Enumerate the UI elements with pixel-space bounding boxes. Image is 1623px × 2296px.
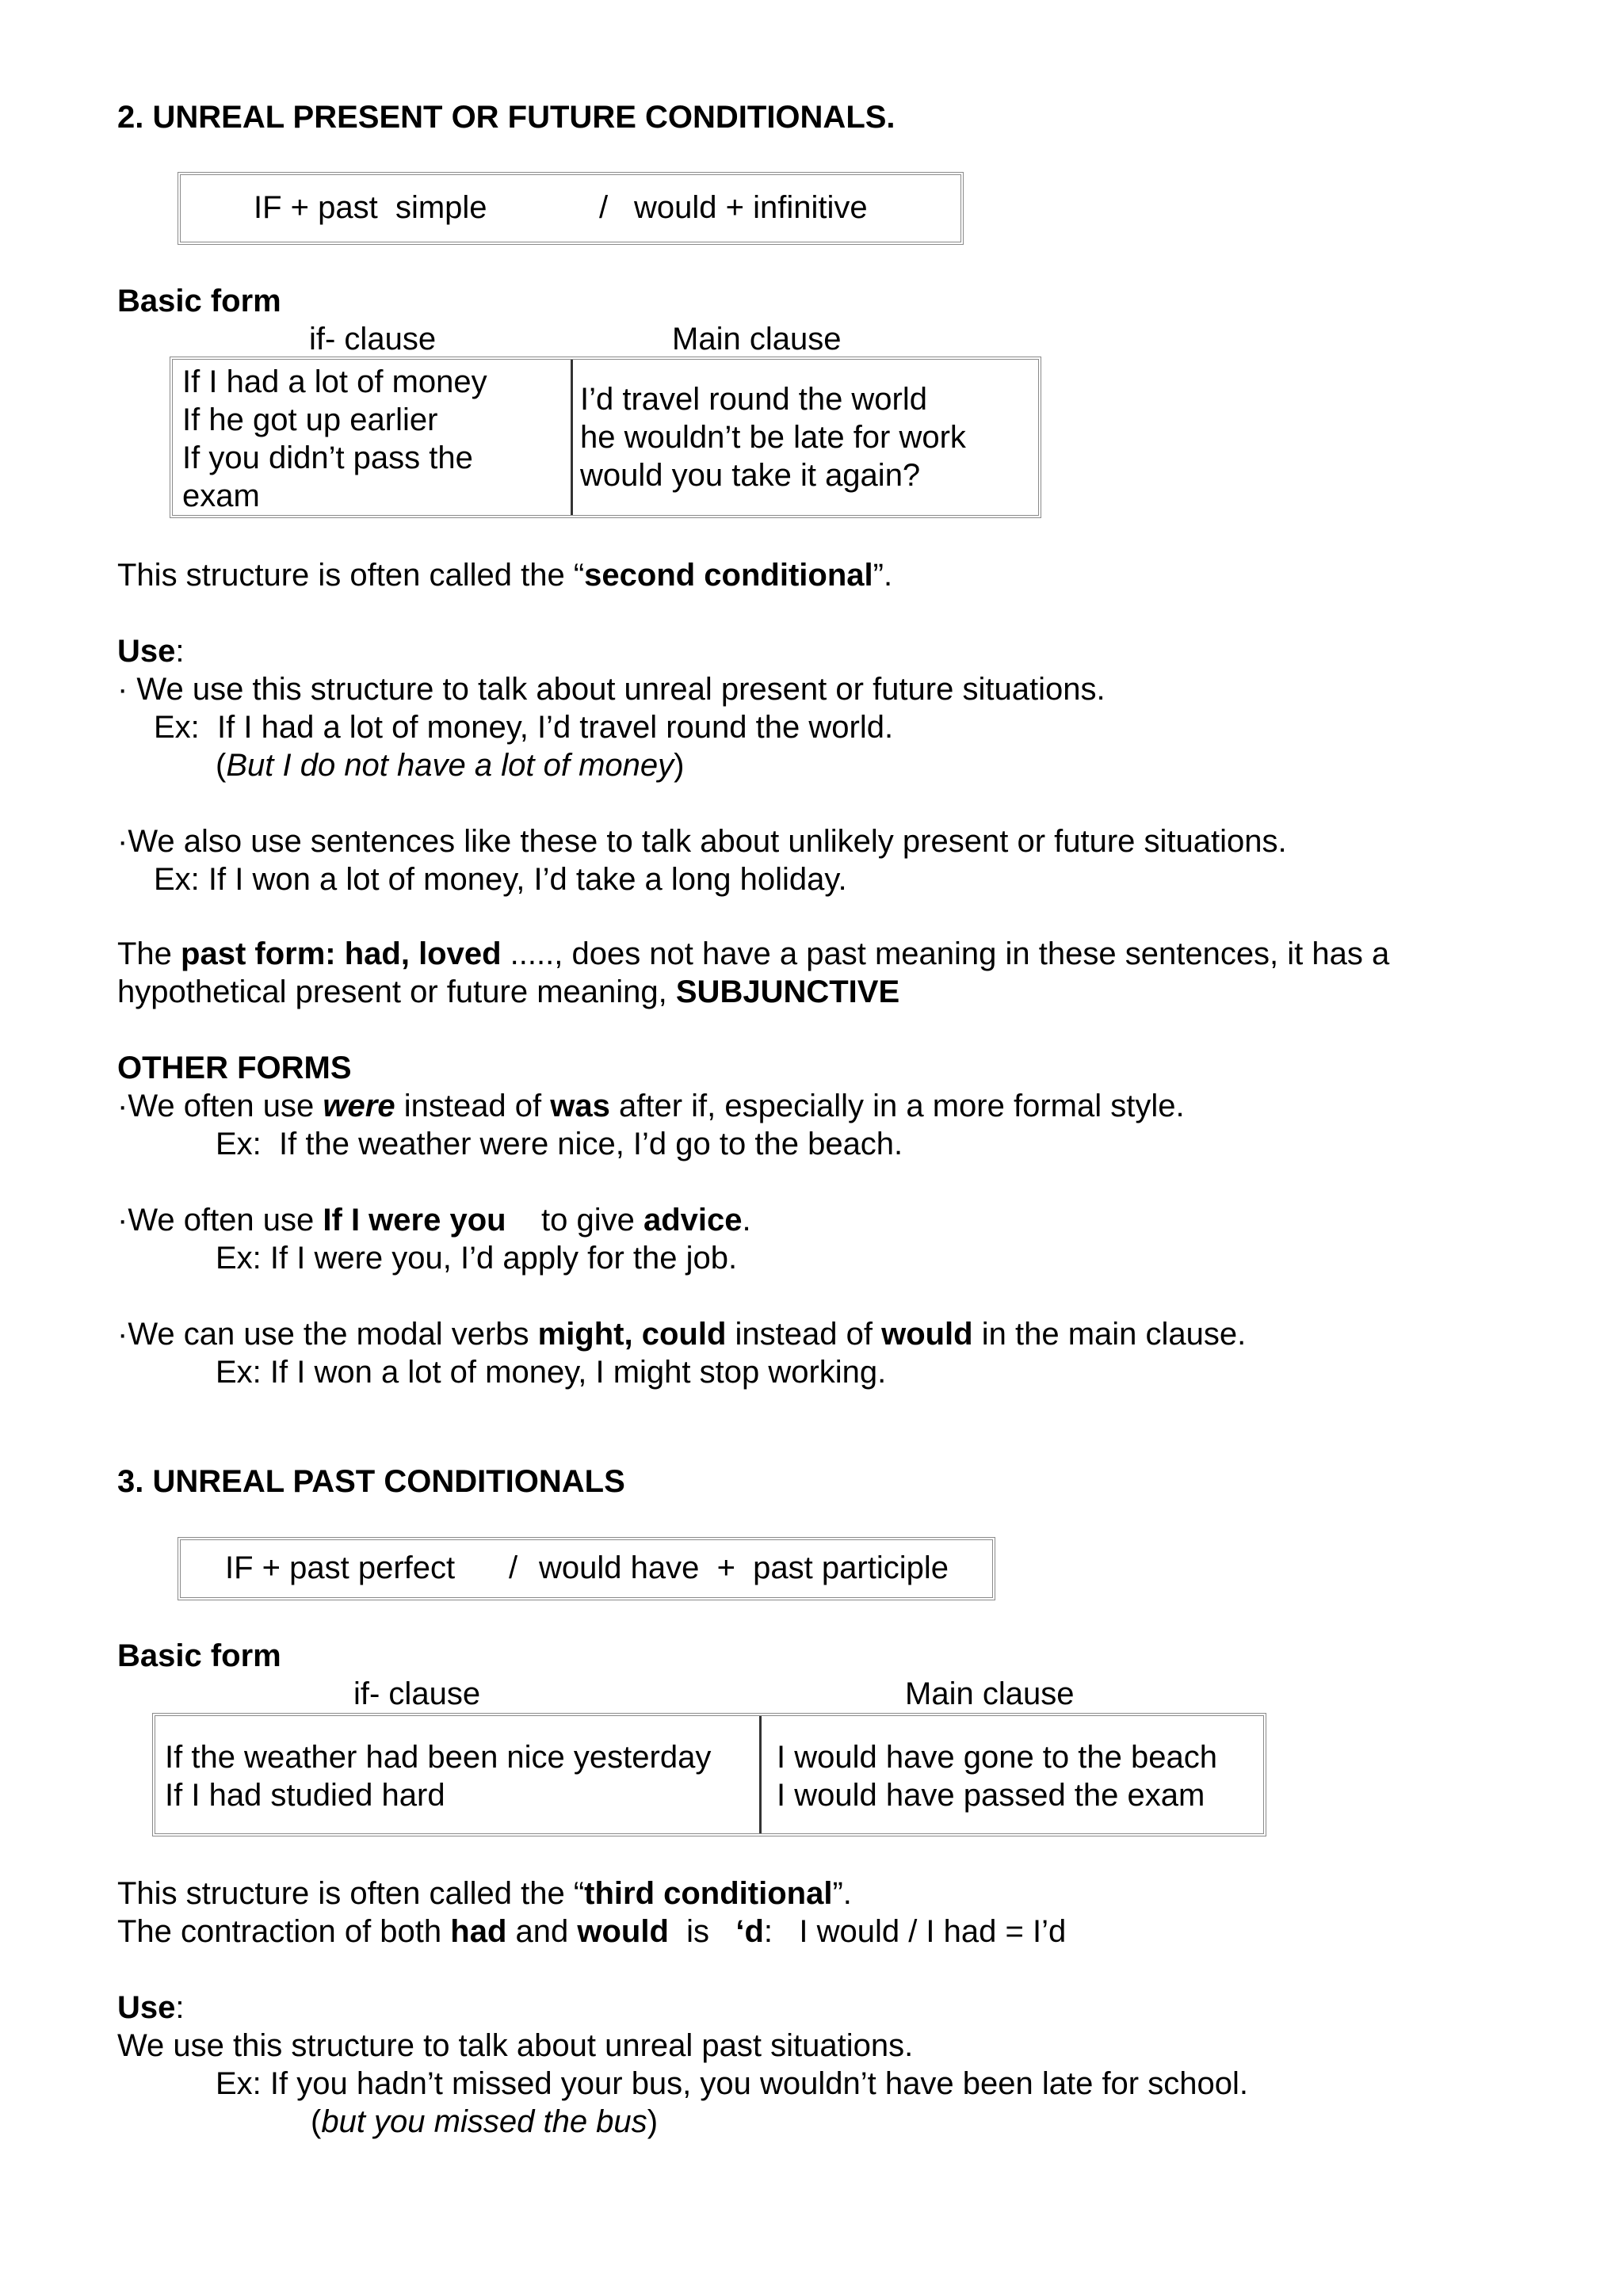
basic-form-label: Basic form [117, 284, 281, 318]
note-text: This structure is often called the “ [117, 1876, 585, 1911]
term-advice: advice [643, 1203, 743, 1238]
use-point-2-example: Ex: If I won a lot of money, I’d take a long holiday. [154, 862, 847, 897]
past-form-paragraph-line-2 [117, 973, 899, 1011]
text: ....., does not have a past meaning in these sentences, it has a [501, 936, 1390, 971]
section-3-clause-table [152, 1713, 1266, 1836]
text: . [742, 1203, 751, 1238]
term-were: were [323, 1089, 395, 1123]
if-clause-line: If you didn’t pass the [182, 441, 473, 475]
use-point-1-example: Ex: If you hadn’t missed your bus, you wouldn’t have been late for school. [216, 2066, 1248, 2101]
note-italic: but you missed the bus [321, 2104, 647, 2139]
term-subjunctive: SUBJUNCTIVE [675, 974, 900, 1009]
use-point-1: We use this structure to talk about unreal past situations. [117, 2028, 914, 2063]
formula-separator: / [509, 1550, 518, 1585]
main-clause-cell [580, 360, 1032, 515]
main-clause-line: I would have passed the exam [777, 1778, 1205, 1813]
if-clause-line: If he got up earlier [182, 402, 438, 437]
section-2-formula-box [178, 172, 964, 245]
text: is [668, 1914, 736, 1949]
term-would: would [881, 1317, 973, 1352]
table-divider [759, 1716, 762, 1833]
use-label [117, 632, 185, 670]
text: to give [506, 1203, 643, 1238]
third-conditional-note [117, 1875, 852, 1913]
formula-separator: / [599, 190, 609, 225]
use-point-1-example: Ex: If I had a lot of money, I’d travel round the world. [154, 710, 894, 745]
section-3-heading: 3. UNREAL PAST CONDITIONALS [117, 1464, 625, 1499]
text: ·We often use [117, 1203, 323, 1238]
other-forms-heading: OTHER FORMS [117, 1051, 352, 1085]
paren-open: ( [216, 748, 227, 783]
paren-close: ) [674, 748, 685, 783]
text: hypothetical present or future meaning, [117, 974, 676, 1009]
text: : I would / I had = I’d [763, 1914, 1067, 1949]
text: instead of [395, 1089, 551, 1123]
paren-close: ) [647, 2104, 659, 2139]
if-clause-header: if- clause [309, 322, 437, 357]
if-clause-line: exam [182, 479, 260, 513]
term-third-conditional: third conditional [584, 1876, 833, 1911]
paren-open: ( [311, 2104, 322, 2139]
use-colon: : [175, 634, 185, 669]
text: The contraction of both [117, 1914, 451, 1949]
section-2-heading: 2. UNREAL PRESENT OR FUTURE CONDITIONALS. [117, 100, 896, 135]
formula-if-part: IF + past simple [254, 190, 487, 225]
term-d: ‘d [735, 1914, 764, 1949]
term-was: was [550, 1089, 610, 1123]
term-would: would [577, 1914, 669, 1949]
if-clause-cell [165, 1716, 751, 1833]
text: in the main clause. [972, 1317, 1247, 1352]
table-divider [571, 360, 573, 515]
main-clause-header: Main clause [905, 1676, 1075, 1711]
text: and [506, 1914, 578, 1949]
second-conditional-note [117, 556, 892, 594]
term-if-i-were-you: If I were you [323, 1203, 506, 1238]
term-past-form: past form: had, loved [181, 936, 502, 971]
text: ·We often use [117, 1089, 323, 1123]
if-clause-cell [182, 360, 563, 515]
formula-main-part: would have + past participle [539, 1550, 949, 1585]
use-point-2: ·We also use sentences like these to talk about unlikely present or future situations. [117, 824, 1287, 859]
other-form-3-example: Ex: If I won a lot of money, I might stop working. [216, 1355, 887, 1390]
if-clause-line: If I had a lot of money [182, 364, 487, 399]
use-point-1: · We use this structure to talk about unreal present or future situations. [117, 672, 1106, 707]
main-clause-cell [777, 1716, 1252, 1833]
text: after if, especially in a more formal style. [609, 1089, 1185, 1123]
text: The [117, 936, 181, 971]
formula-main-part: would + infinitive [634, 190, 868, 225]
text: instead of [726, 1317, 882, 1352]
section-3-formula-box [178, 1537, 995, 1600]
if-clause-line: If I had studied hard [165, 1778, 445, 1813]
other-form-2-example: Ex: If I were you, I’d apply for the job. [216, 1241, 738, 1276]
past-form-paragraph-line-1 [117, 935, 1389, 973]
other-form-2 [117, 1201, 751, 1239]
note-text: ”. [832, 1876, 852, 1911]
if-clause-header: if- clause [353, 1676, 481, 1711]
use-heading: Use [117, 634, 176, 669]
use-colon: : [175, 1990, 185, 2025]
note-text: This structure is often called the “ [117, 558, 585, 593]
use-point-1-note [311, 2103, 658, 2141]
contraction-note [117, 1913, 1066, 1951]
note-text: ”. [873, 558, 893, 593]
other-form-1-example: Ex: If the weather were nice, I’d go to the beach. [216, 1127, 903, 1161]
use-point-1-note [216, 746, 684, 784]
use-heading: Use [117, 1990, 176, 2025]
main-clause-line: I’d travel round the world [580, 382, 928, 417]
formula-if-part: IF + past perfect [225, 1550, 456, 1585]
term-second-conditional: second conditional [584, 558, 873, 593]
main-clause-line: I would have gone to the beach [777, 1740, 1217, 1775]
main-clause-line: would you take it again? [580, 458, 921, 493]
term-might-could: might, could [537, 1317, 727, 1352]
note-italic: But I do not have a lot of money [226, 748, 674, 783]
basic-form-label: Basic form [117, 1638, 281, 1673]
use-label [117, 1989, 185, 2027]
other-form-3 [117, 1315, 1246, 1353]
other-form-1 [117, 1087, 1185, 1125]
if-clause-line: If the weather had been nice yesterday [165, 1740, 712, 1775]
text: ·We can use the modal verbs [117, 1317, 538, 1352]
main-clause-line: he wouldn’t be late for work [580, 420, 966, 455]
section-2-clause-table [170, 357, 1041, 518]
main-clause-header: Main clause [672, 322, 842, 357]
term-had: had [450, 1914, 507, 1949]
